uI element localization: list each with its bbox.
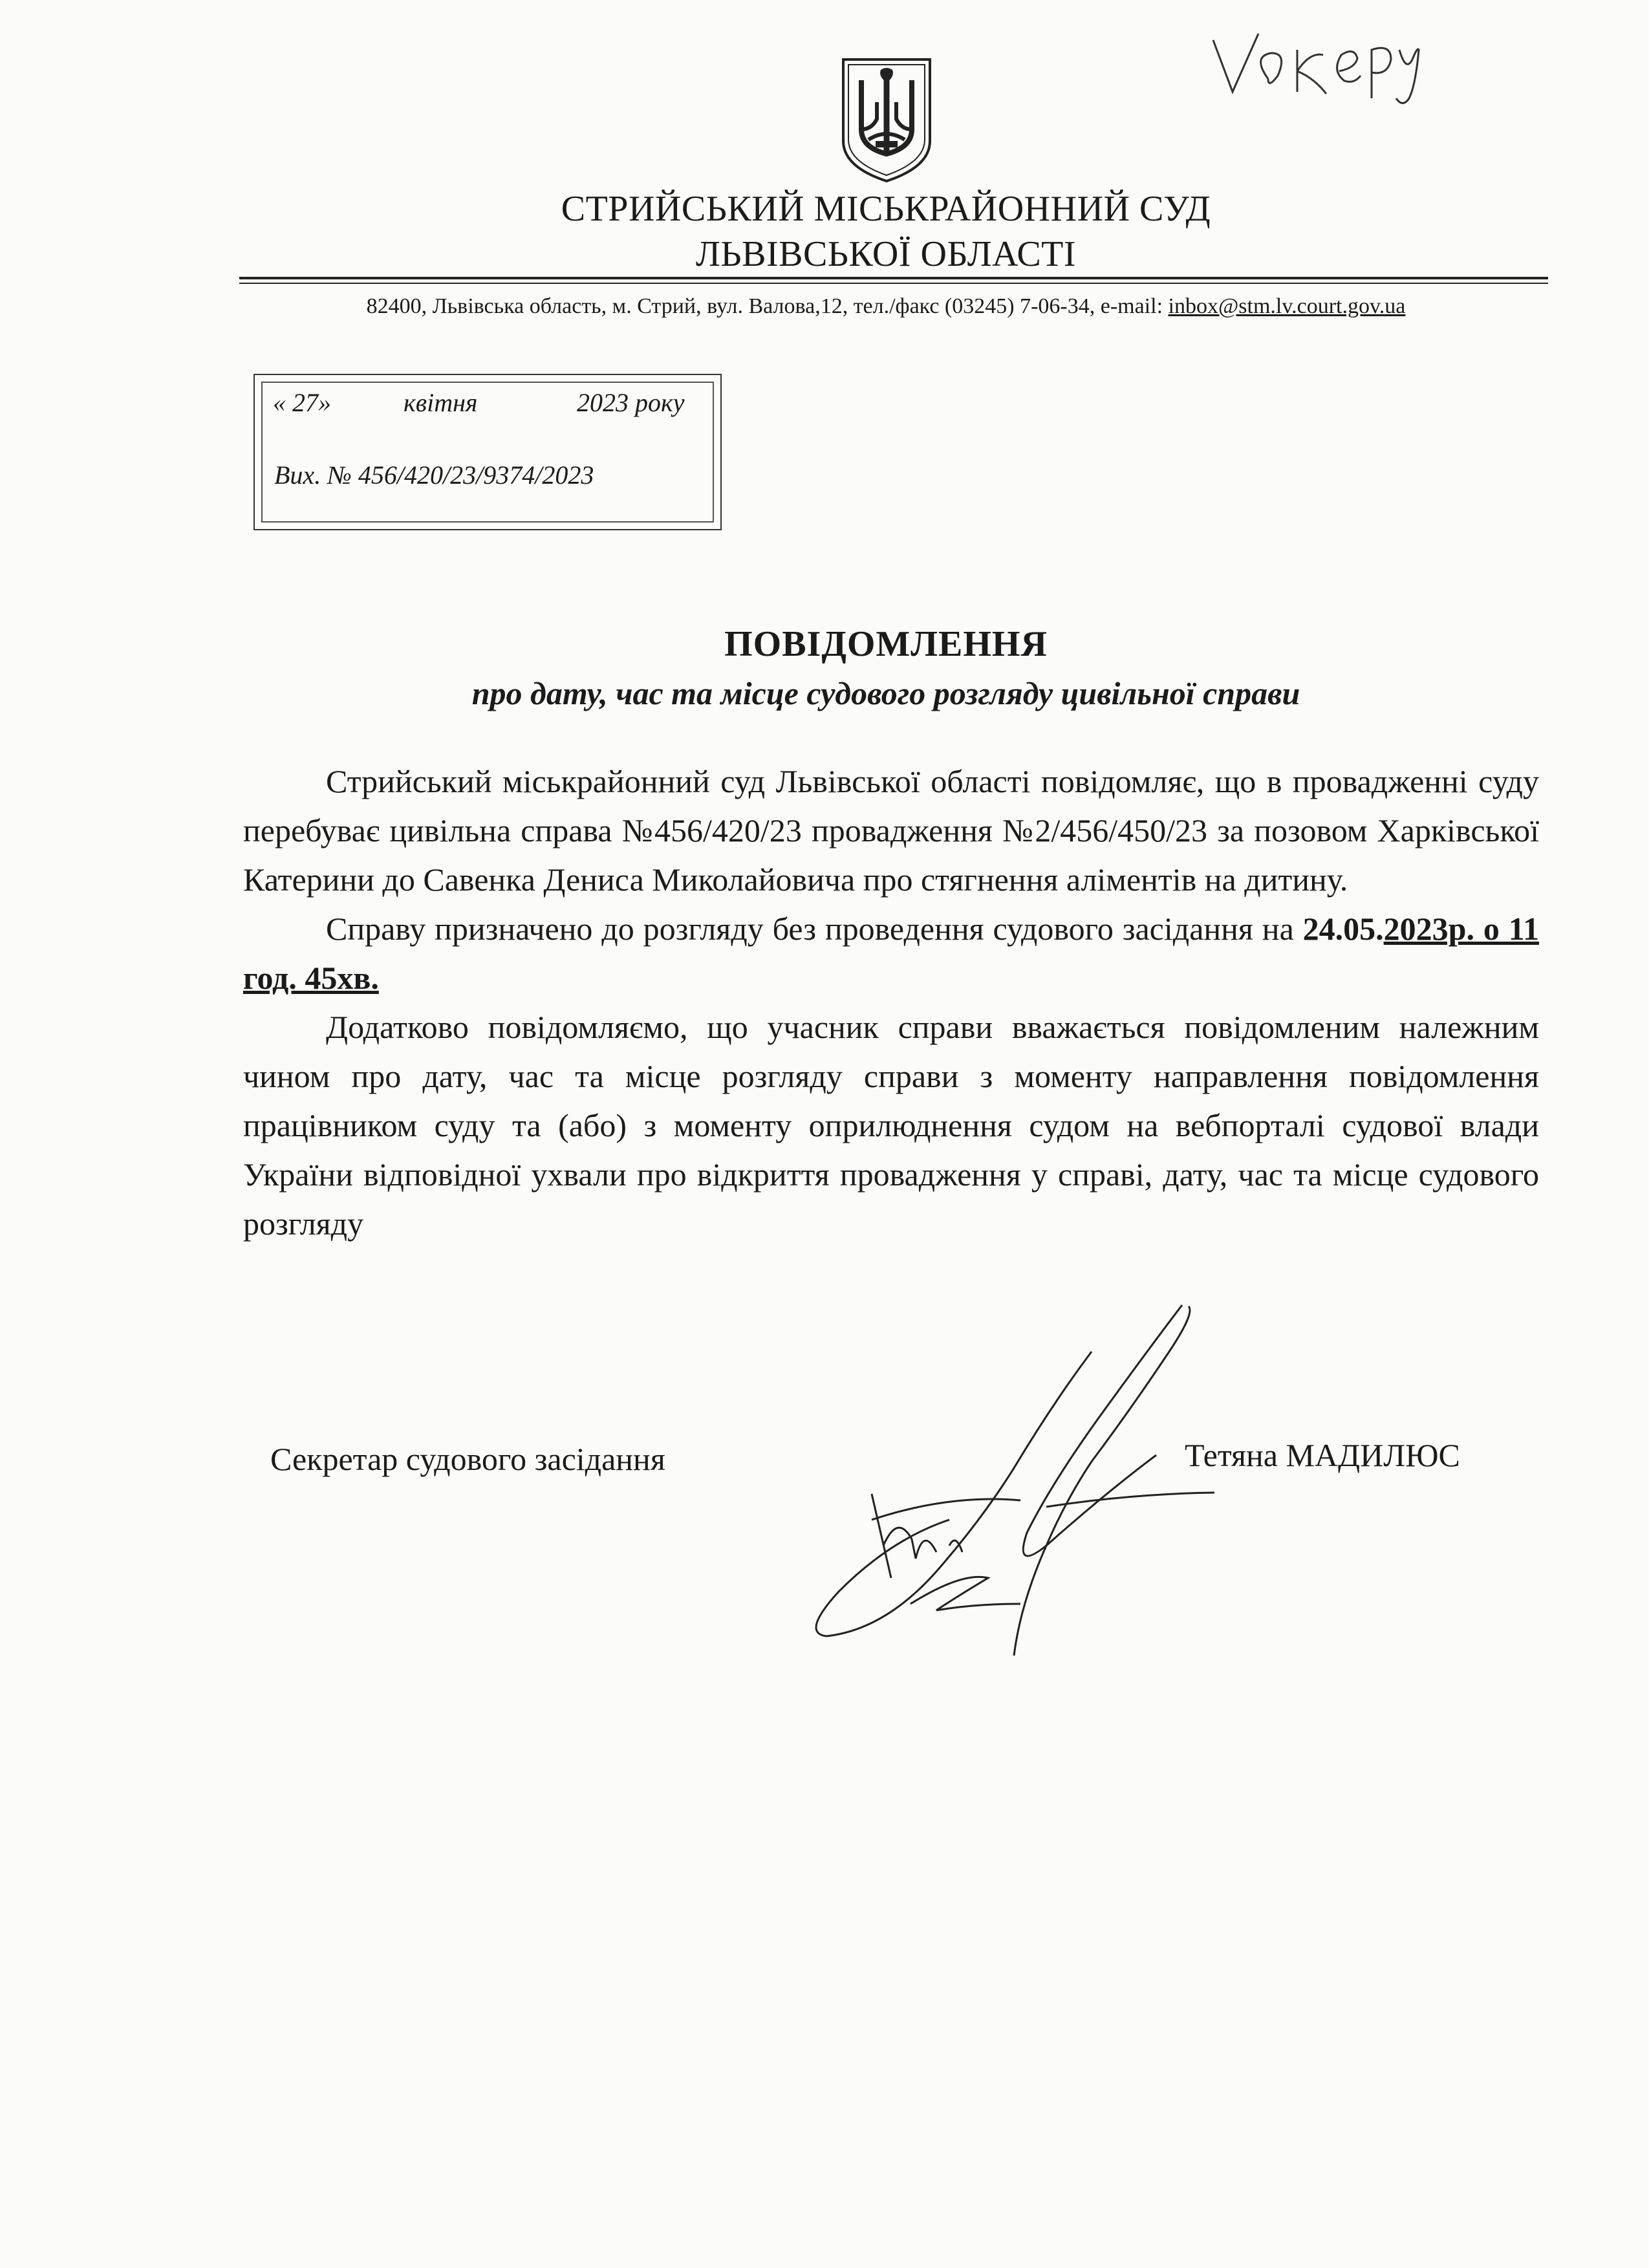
notice-body (243, 757, 1539, 1248)
court-name (0, 186, 1649, 277)
header-divider-thick (239, 277, 1548, 279)
handwritten-signature (742, 1300, 1273, 1662)
outgoing-number: Вих. № 456/420/23/9374/2023 (274, 460, 594, 490)
date-month: квітня (404, 388, 478, 417)
document-subtitle: про дату, час та місце судового розгляду цивільної справи (471, 675, 1300, 711)
hearing-date-part2: 2023р. о 11 год. 45хв. (243, 911, 1539, 996)
paragraph-hearing (243, 904, 1539, 1002)
address-text: 82400, Львівська область, м. Стрий, вул. Валова,12, тел./факс (03245) 7-06-34, e-mail: (366, 294, 1169, 318)
date-year: 2023 року (577, 388, 685, 417)
hearing-text: Справу призначено до розгляду без проведення судового засідання на (326, 911, 1303, 947)
trident-coat-of-arms-icon (839, 57, 934, 184)
signer-position: Секретар судового засідання (270, 1441, 665, 1477)
date-day: « 27» (273, 388, 331, 417)
signer-name: Тетяна МАДИЛЮС (1185, 1437, 1460, 1473)
paragraph-case-info: Стрийський міськрайонний суд Львівської області повідомляє, що в провадженні суду перебуває цивільна справа №456/420/23 провадження №2/456/450/23 за позовом Харківської Катерини до Савенка Дениса Миколайовича про стягнення аліментів на дитину. (243, 763, 1539, 898)
court-address (0, 292, 1649, 321)
court-name-line2: ЛЬВІВСЬКОЇ ОБЛАСТІ (695, 234, 1077, 274)
email-link[interactable]: inbox@stm.lv.court.gov.ua (1168, 294, 1406, 318)
handwritten-note (1207, 21, 1427, 111)
header-divider-thin (239, 283, 1548, 284)
hearing-date-part1: 24.05. (1302, 911, 1384, 947)
document-title: ПОВІДОМЛЕННЯ (724, 624, 1048, 664)
paragraph-notification-rule: Додатково повідомляємо, що учасник справи вважається повідомленим належним чином про дату, час та місце розгляду справи з моменту направлення повідомлення працівником суду та (або) з моменту оприлюднення судом на вебпорталі судової влади України відповідної ухвали про відкриття провадження у справі, дату, час та місце судового розгляду (243, 1009, 1539, 1242)
court-name-line1: СТРИЙСЬКИЙ МІСЬКРАЙОННИЙ СУД (561, 189, 1211, 229)
